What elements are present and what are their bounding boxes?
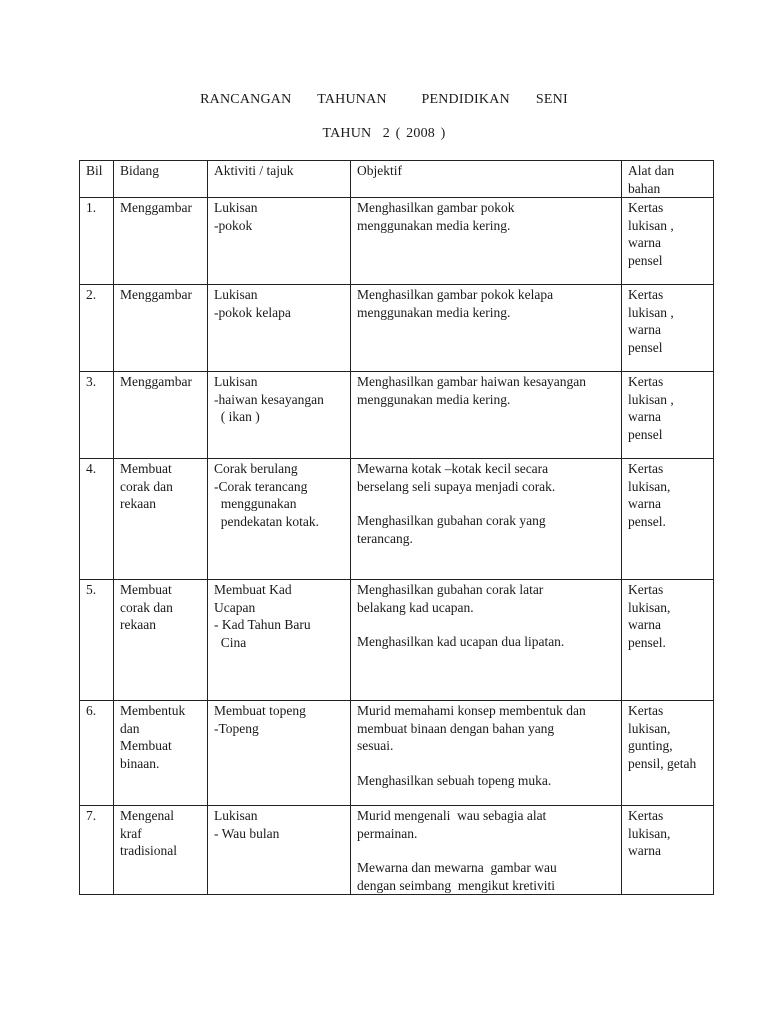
bidang-line: corak dan — [120, 599, 173, 615]
alat-line: Kertas — [628, 461, 664, 476]
objektif-line: Mewarna kotak –kotak kecil secara — [357, 461, 549, 476]
cell-objektif — [351, 806, 622, 895]
alat-line: Kertas — [628, 287, 664, 302]
aktiviti-line: Lukisan — [214, 287, 258, 302]
cell-bidang — [114, 580, 208, 701]
aktiviti-line: Corak berulang — [214, 461, 298, 476]
objektif-line: Mewarna dan mewarna gambar wau — [357, 860, 557, 875]
alat-line: pensel — [628, 252, 663, 268]
row-number: 1. — [86, 200, 97, 215]
table-row — [80, 285, 714, 372]
bidang-line: Menggambar — [120, 287, 192, 302]
cell-bidang — [114, 198, 208, 285]
table-row — [80, 372, 714, 459]
alat-line: warna — [628, 409, 661, 424]
alat-line: lukisan, — [628, 599, 671, 615]
alat-line: gunting, — [628, 738, 673, 753]
alat-line: pensil, getah — [628, 755, 697, 771]
paragraph-gap — [357, 842, 616, 859]
cell-bil — [80, 580, 114, 701]
aktiviti-line: pendekatan kotak. — [214, 513, 319, 529]
table-row — [80, 806, 714, 895]
cell-alat — [622, 198, 714, 285]
alat-line: Kertas — [628, 200, 664, 215]
cell-bil — [80, 372, 114, 459]
aktiviti-line: Lukisan — [214, 808, 258, 823]
document-subtitle: TAHUN 2 ( 2008 ) — [322, 126, 446, 141]
aktiviti-line: Lukisan — [214, 200, 258, 215]
cell-objektif — [351, 285, 622, 372]
cell-bil — [80, 285, 114, 372]
cell-alat — [622, 580, 714, 701]
cell-bil — [80, 701, 114, 806]
bidang-line: rekaan — [120, 496, 156, 511]
cell-bidang — [114, 459, 208, 580]
annual-plan-table — [79, 160, 714, 895]
aktiviti-line: -pokok kelapa — [214, 304, 291, 320]
row-number: 4. — [86, 461, 97, 476]
header-aktiviti: Aktiviti / tajuk — [208, 161, 351, 198]
cell-bil — [80, 459, 114, 580]
objektif-line: Menghasilkan gubahan corak latar — [357, 582, 544, 597]
alat-line: Kertas — [628, 808, 664, 823]
cell-bidang — [114, 806, 208, 895]
row-number: 3. — [86, 374, 97, 389]
objektif-line: Menghasilkan gambar pokok kelapa — [357, 287, 554, 302]
objektif-line: belakang kad ucapan. — [357, 599, 474, 615]
alat-line: lukisan , — [628, 304, 674, 320]
bidang-line: kraf — [120, 825, 142, 841]
cell-bil — [80, 198, 114, 285]
header-alat: Alat dan bahan — [622, 161, 714, 198]
alat-line: lukisan , — [628, 391, 674, 407]
cell-aktiviti — [208, 372, 351, 459]
row-number: 5. — [86, 582, 97, 597]
cell-bidang — [114, 285, 208, 372]
alat-line: pensel — [628, 426, 663, 442]
cell-aktiviti — [208, 198, 351, 285]
aktiviti-line: -Topeng — [214, 720, 259, 736]
cell-objektif — [351, 372, 622, 459]
cell-aktiviti — [208, 701, 351, 806]
alat-line: warna — [628, 496, 661, 511]
bidang-line: Membuat — [120, 738, 172, 753]
paragraph-gap — [357, 495, 616, 512]
bidang-line: binaan. — [120, 755, 160, 771]
objektif-line: Menghasilkan sebuah topeng muka. — [357, 772, 552, 788]
cell-alat — [622, 372, 714, 459]
cell-bidang — [114, 372, 208, 459]
aktiviti-line: -Corak terancang — [214, 478, 308, 494]
alat-line: pensel. — [628, 513, 666, 529]
header-bil: Bil — [80, 161, 114, 198]
bidang-line: Menggambar — [120, 374, 192, 389]
row-number: 7. — [86, 808, 97, 823]
cell-aktiviti — [208, 459, 351, 580]
document-title: RANCANGAN TAHUNAN PENDIDIKAN SENI — [200, 92, 568, 107]
table-row — [80, 701, 714, 806]
bidang-line: Membentuk — [120, 703, 186, 718]
table-row — [80, 580, 714, 701]
alat-line: warna — [628, 235, 661, 250]
aktiviti-line: Membuat topeng — [214, 703, 306, 718]
row-number: 2. — [86, 287, 97, 302]
alat-line: pensel — [628, 339, 663, 355]
paragraph-gap — [357, 755, 616, 772]
objektif-line: Menghasilkan gubahan corak yang — [357, 513, 546, 528]
alat-line: Kertas — [628, 374, 664, 389]
objektif-line: berselang seli supaya menjadi corak. — [357, 478, 556, 494]
objektif-line: terancang. — [357, 530, 413, 546]
header-objektif: Objektif — [351, 161, 622, 198]
objektif-line: Murid mengenali wau sebagia alat — [357, 808, 547, 823]
alat-line: Kertas — [628, 703, 664, 718]
cell-alat — [622, 459, 714, 580]
alat-line: lukisan, — [628, 478, 671, 494]
alat-line: lukisan, — [628, 825, 671, 841]
objektif-line: Menghasilkan gambar pokok — [357, 200, 515, 215]
aktiviti-line: -pokok — [214, 217, 253, 233]
cell-bil — [80, 806, 114, 895]
aktiviti-line: - Kad Tahun Baru — [214, 617, 311, 632]
objektif-line: menggunakan media kering. — [357, 391, 511, 407]
objektif-line: permainan. — [357, 825, 418, 841]
cell-objektif — [351, 198, 622, 285]
aktiviti-line: -haiwan kesayangan — [214, 391, 324, 407]
bidang-line: tradisional — [120, 843, 177, 858]
alat-line: warna — [628, 322, 661, 337]
cell-alat — [622, 701, 714, 806]
aktiviti-line: Ucapan — [214, 599, 256, 615]
cell-aktiviti — [208, 806, 351, 895]
table-row — [80, 459, 714, 580]
table-header-row — [80, 161, 714, 198]
aktiviti-line: - Wau bulan — [214, 825, 280, 841]
cell-objektif — [351, 701, 622, 806]
cell-bidang — [114, 701, 208, 806]
cell-alat — [622, 285, 714, 372]
paragraph-gap — [357, 616, 616, 633]
row-number: 6. — [86, 703, 97, 718]
objektif-line: sesuai. — [357, 738, 394, 753]
aktiviti-line: menggunakan — [214, 496, 297, 511]
objektif-line: Menghasilkan kad ucapan dua lipatan. — [357, 634, 565, 649]
bidang-line: corak dan — [120, 478, 173, 494]
objektif-line: Menghasilkan gambar haiwan kesayangan — [357, 374, 587, 389]
objektif-line: dengan seimbang mengikut kretiviti — [357, 877, 555, 893]
bidang-line: Menggambar — [120, 200, 192, 215]
alat-line: pensel. — [628, 634, 666, 650]
aktiviti-line: ( ikan ) — [214, 409, 260, 424]
aktiviti-line: Lukisan — [214, 374, 258, 389]
bidang-line: Membuat — [120, 582, 172, 597]
header-bidang: Bidang — [114, 161, 208, 198]
aktiviti-line: Cina — [214, 634, 247, 650]
alat-line: warna — [628, 843, 661, 858]
objektif-line: Murid memahami konsep membentuk dan — [357, 703, 586, 718]
cell-objektif — [351, 459, 622, 580]
aktiviti-line: Membuat Kad — [214, 582, 292, 597]
objektif-line: membuat binaan dengan bahan yang — [357, 720, 555, 736]
bidang-line: rekaan — [120, 617, 156, 632]
alat-line: warna — [628, 617, 661, 632]
alat-line: lukisan, — [628, 720, 671, 736]
cell-aktiviti — [208, 580, 351, 701]
bidang-line: Membuat — [120, 461, 172, 476]
bidang-line: Mengenal — [120, 808, 174, 823]
cell-aktiviti — [208, 285, 351, 372]
alat-line: lukisan , — [628, 217, 674, 233]
bidang-line: dan — [120, 720, 140, 736]
objektif-line: menggunakan media kering. — [357, 304, 511, 320]
objektif-line: menggunakan media kering. — [357, 217, 511, 233]
cell-alat — [622, 806, 714, 895]
alat-line: Kertas — [628, 582, 664, 597]
cell-objektif — [351, 580, 622, 701]
table-row — [80, 198, 714, 285]
